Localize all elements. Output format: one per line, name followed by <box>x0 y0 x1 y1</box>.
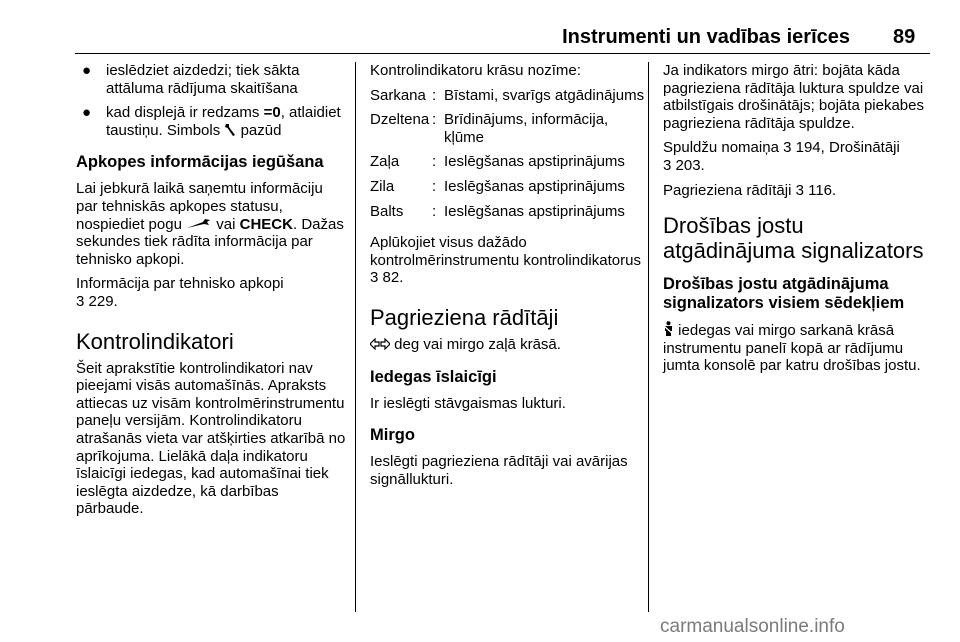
page-reference: 3 203. <box>663 156 705 174</box>
column-divider-1 <box>355 62 356 612</box>
paragraph: Spuldžu nomaiņa 3 194, Drošinātāji 3 203. <box>663 139 900 174</box>
column-divider-2 <box>648 62 649 612</box>
color-desc: Bīstami, svarīgs atgādinājums <box>444 86 645 104</box>
paragraph: Aplūkojiet visus dažādo kontrolmērinstrumentu kontrolindikatorus 3 82. <box>370 234 641 287</box>
column-1 <box>76 62 348 525</box>
color-desc: Ieslēgšanas apstiprinājums <box>444 202 625 220</box>
color-name: Dzeltena <box>370 111 430 129</box>
color-meaning-table: Sarkana : Bīstami, svarīgs atgādinājums Dzeltena : Brīdinājums, informācija, kļūme Zaļa : Ieslēgšanas apstiprinājums Zila : Ieslēgšanas apstiprinājums Balts : Ieslēgšanas apstiprinājums <box>370 87 648 221</box>
paragraph: Šeit aprakstītie kontrolindikatori nav pieejami visās automašīnās. Apraksts attiecas uz visām kontrolmērinstrumentu paneļu versijām. Kontrolindikatoru atrašanās vieta var atšķirties atkarībā no aprīkojuma. Lielākā daļa indikatoru īslaicīgi iedegas, kad automašīnai tiek ieslēgta aizdedze, kā darbības pārbaude. <box>76 359 346 518</box>
paragraph: Ir ieslēgti stāvgaismas lukturi. <box>370 394 566 412</box>
page-reference: 3 229. <box>76 292 118 310</box>
paragraph: Pagrieziena rādītāji 3 116. <box>663 181 837 199</box>
subheading-all-seats: Drošības jostu atgādinājuma signalizators visiem sēdekļiem <box>663 275 905 313</box>
color-name: Zila <box>370 177 395 195</box>
paragraph: Lai jebkurā laikā saņemtu informāciju par tehniskās apkopes statusu, nospiediet pogu vai CHECK. Dažas sekundes tiek rādīta informācija par tehnisko apkopi. <box>76 180 344 268</box>
section-heading-service-info: Apkopes informācijas iegūšana <box>76 153 324 172</box>
bullet-icon: ● <box>82 62 92 79</box>
page-number: 89 <box>893 26 916 48</box>
column-3 <box>663 62 935 382</box>
paragraph: Kontrolindikatoru krāsu nozīme: <box>370 62 581 79</box>
paragraph: Ja indikators mirgo ātri: bojāta kāda pagrieziena rādītāja luktura spuldze vai atbilstīgais drošinātājs; bojāta piekabes pagrieziena rādītāja spuldze. <box>663 62 924 132</box>
paragraph: deg vai mirgo zaļā krāsā. <box>370 336 648 354</box>
section-heading-seatbelt-reminder: Drošības jostu atgādinājuma signalizators <box>663 213 924 264</box>
color-desc: Ieslēgšanas apstiprinājums <box>444 177 625 195</box>
list-item: ● kad displejā ir redzams =0, atlaidiet taustiņu. Simbols pazūd <box>82 104 341 139</box>
header-rule <box>75 53 930 54</box>
page-reference: 3 116. <box>795 181 837 199</box>
subheading-flashing: Mirgo <box>370 426 415 445</box>
color-name: Sarkana <box>370 86 426 104</box>
column-2 <box>370 62 648 495</box>
wrench-button-icon <box>186 218 212 230</box>
section-heading-turn-signals: Pagrieziena rādītāji <box>370 304 559 330</box>
color-desc: Ieslēgšanas apstiprinājums <box>444 153 625 171</box>
paragraph: iedegas vai mirgo sarkanā krāsā instrumentu panelī kopā ar rādījumu jumta konsolē par katru drošības jostu. <box>663 322 921 375</box>
list-item: ● ieslēdziet aizdedzi; tiek sākta attāluma rādījuma skaitīšana <box>82 62 300 97</box>
bullet-icon: ● <box>82 104 92 122</box>
page-header <box>0 0 960 52</box>
color-name: Balts <box>370 202 404 220</box>
watermark: carmanualsonline.info <box>660 616 845 637</box>
subheading-on-briefly: Iedegas īslaicīgi <box>370 367 497 386</box>
seatbelt-icon <box>663 321 674 337</box>
page-reference: 3 194, <box>783 139 825 157</box>
wrench-icon <box>224 123 236 137</box>
running-title: Instrumenti un vadības ierīces <box>562 26 850 48</box>
turn-signal-icon <box>370 338 390 350</box>
color-desc: Brīdinājums, informācija, kļūme <box>444 111 609 146</box>
page-reference: 3 82. <box>370 269 404 287</box>
paragraph: Ieslēgti pagrieziena rādītāji vai avārijas signāllukturi. <box>370 453 628 488</box>
section-heading-indicators: Kontrolindikatori <box>76 328 234 354</box>
color-name: Zaļa <box>370 153 400 171</box>
paragraph: Informācija par tehnisko apkopi 3 229. <box>76 275 284 310</box>
